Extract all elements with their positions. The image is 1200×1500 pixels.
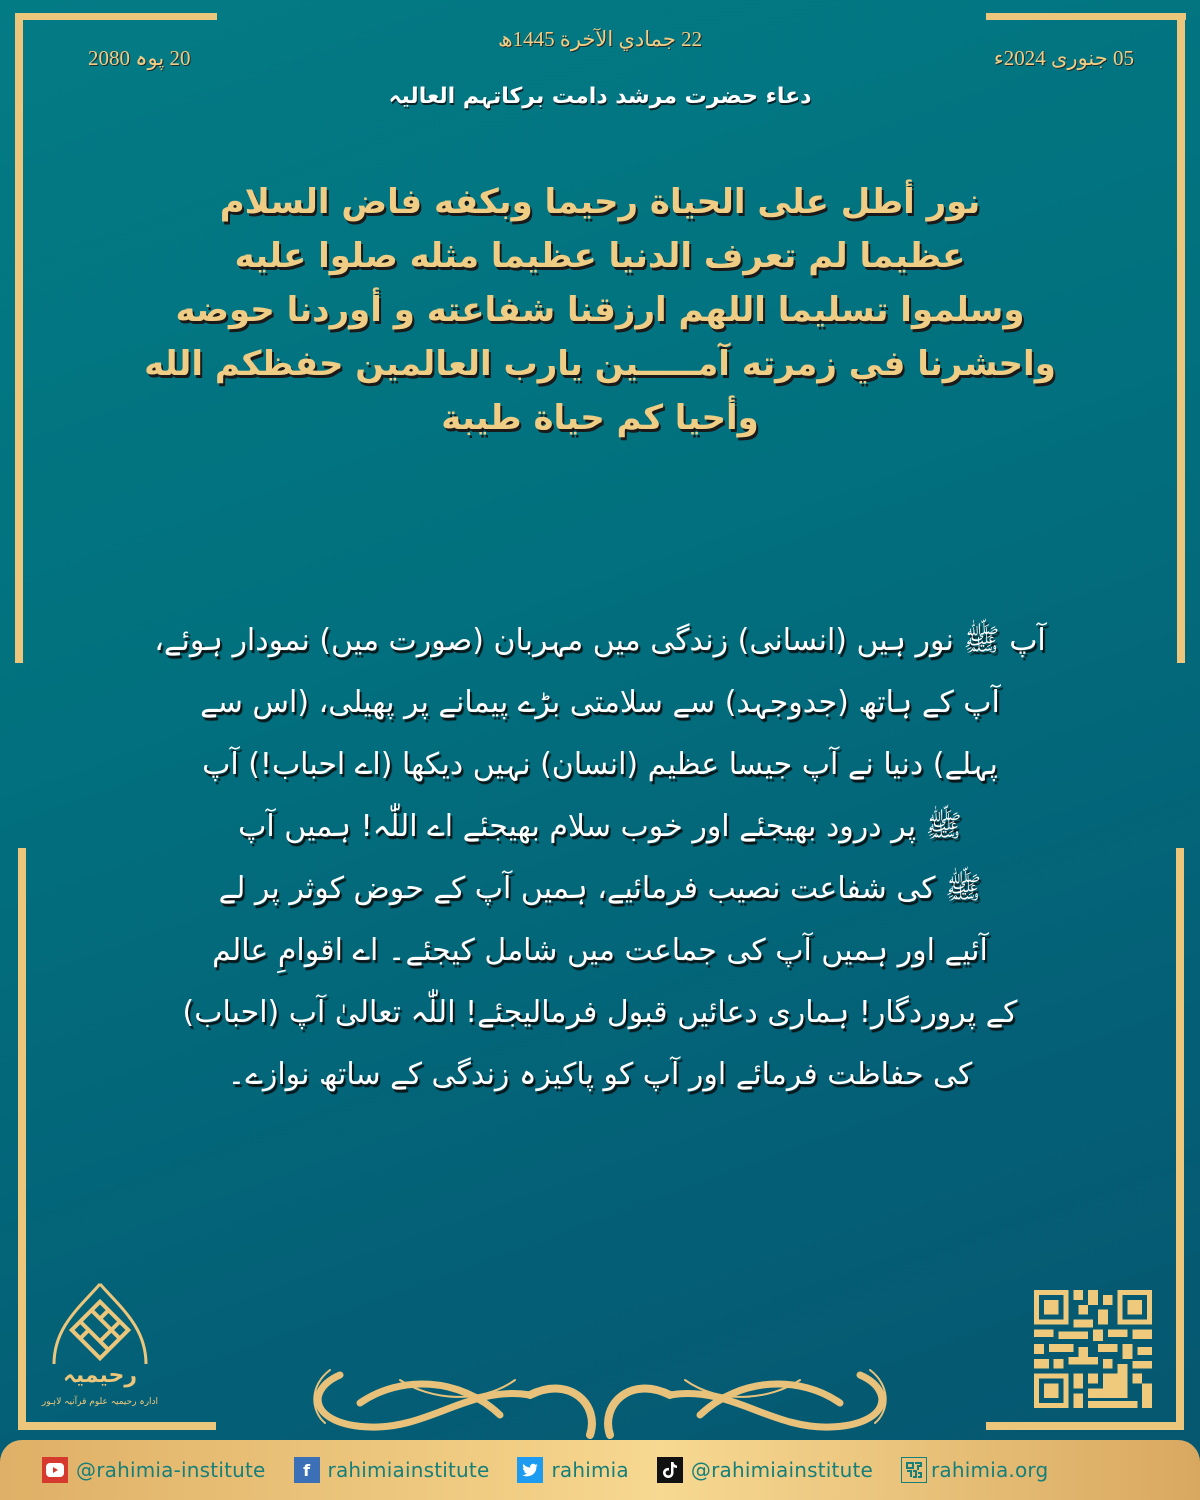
arabic-dua [110, 175, 1090, 445]
urdu-line: کی حفاظت فرمائے اور آپ کو پاکیزہ زندگی کے ساتھ نوازے۔ [227, 1057, 973, 1092]
frame-top-right-horizontal [986, 13, 1186, 20]
twitter-icon [517, 1457, 543, 1483]
urdu-line: کے پروردگار! ہماری دعائیں قبول فرمالیجئے! اللّٰہ تعالیٰ آپ (احباب) [182, 995, 1018, 1030]
website-icon [901, 1457, 927, 1483]
arabic-line: وسلموا تسليما اللهم ارزقنا شفاعته و أوردنا حوضه [175, 290, 1025, 330]
tiktok-handle[interactable]: @rahimiainstitute [690, 1458, 873, 1482]
page-subtitle: دعاء حضرت مرشد دامت برکاتہم العالیہ [388, 84, 812, 109]
tiktok-icon [657, 1457, 683, 1483]
urdu-line: آئیے اور ہمیں آپ کی جماعت میں شامل کیجئے۔ اے اقوامِ عالم [212, 933, 988, 968]
logo-dome-icon [40, 1282, 160, 1427]
youtube-icon [42, 1457, 68, 1483]
rahimia-logo [40, 1282, 160, 1427]
arabic-line: واحشرنا في زمرته آمـــــين يارب العالمين حفظكم الله [144, 344, 1056, 384]
frame-left-vertical-upper [15, 13, 23, 663]
social-website[interactable] [901, 1457, 1048, 1483]
website-link[interactable]: rahimia.org [931, 1458, 1049, 1482]
frame-right-vertical-upper [1177, 13, 1185, 663]
facebook-icon: f [294, 1457, 320, 1483]
gregorian-date: 05 جنوری 2024ء [993, 46, 1134, 70]
social-twitter[interactable] [517, 1457, 628, 1483]
urdu-line: ﷺ کی شفاعت نصیب فرمائیے، ہمیں آپ کے حوض کوثر پر لے [218, 871, 982, 906]
urdu-translation [130, 610, 1070, 1106]
arabic-line: وأحيا كم حياة طيبة [441, 398, 759, 438]
youtube-handle[interactable]: @rahimia-institute [76, 1458, 266, 1482]
bikrami-date: 20 پوہ 2080 [88, 46, 191, 70]
footer-social-bar [0, 1440, 1200, 1500]
urdu-line: پہلے) دنیا نے آپ جیسا عظیم (انسان) نہیں دیکھا (اے احباب!) آپ [202, 747, 998, 782]
urdu-line: آپ کے ہاتھ (جدوجہد) سے سلامتی بڑے پیمانے پر پھیلی، (اس سے [200, 685, 1000, 720]
facebook-handle[interactable]: rahimiainstitute [327, 1458, 490, 1482]
social-facebook[interactable] [294, 1457, 490, 1483]
social-youtube[interactable] [42, 1457, 266, 1483]
frame-bottom-right-horizontal [986, 1422, 1184, 1430]
frame-left-vertical-lower [18, 848, 26, 1430]
twitter-handle[interactable]: rahimia [551, 1458, 629, 1482]
social-tiktok[interactable] [657, 1457, 873, 1483]
hijri-date: 22 جمادي الآخرة 1445ھ [497, 27, 703, 51]
frame-right-vertical-lower [1176, 848, 1184, 1430]
qr-code-icon[interactable] [1033, 1290, 1153, 1408]
svg-text:ادارہ رحیمیہ علوم قرآنیہ لاہور: ادارہ رحیمیہ علوم قرآنیہ لاہور [41, 1397, 159, 1407]
arabic-line: نور أطل على الحياة رحيما وبكفه فاض السلام [219, 182, 981, 222]
frame-top-left-horizontal [15, 13, 217, 20]
urdu-line: ﷺ پر درود بھیجئے اور خوب سلام بھیجئے اے اللّٰہ! ہمیں آپ [238, 809, 962, 844]
urdu-line: آپ ﷺ نور ہیں (انسانی) زندگی میں مہربان (صورت میں) نمودار ہوئے، [154, 623, 1046, 658]
decorative-ornament [300, 1365, 900, 1443]
arabic-line: عظيما لم تعرف الدنيا عظيما مثله صلوا عليه [234, 236, 966, 276]
svg-text:رحیمیہ: رحیمیہ [62, 1363, 138, 1388]
